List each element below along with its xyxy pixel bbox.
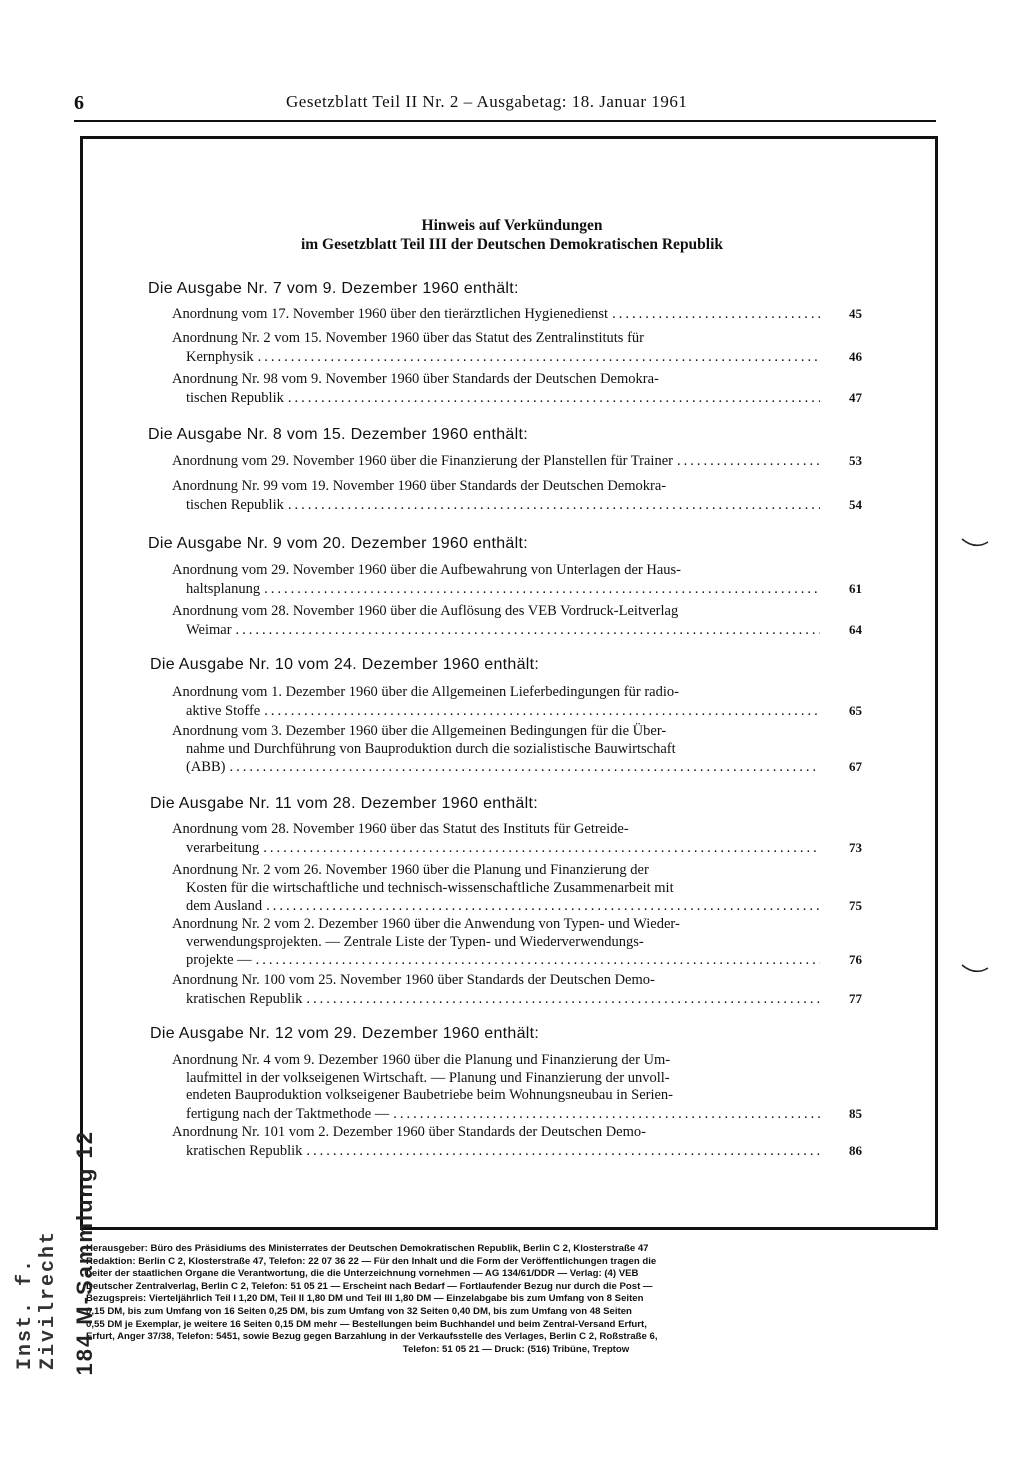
toc-entry (172, 562, 862, 598)
entry-text-line: Anordnung vom 28. November 1960 über das Statut des Instituts für Getreide- (172, 821, 629, 837)
footer-line: Herausgeber: Büro des Präsidiums des Ministerrates der Deutschen Demokratischen Republik, Berlin C 2, Klosterstraße 47 (86, 1243, 649, 1254)
entry-text-line: Anordnung Nr. 98 vom 9. November 1960 über Standards der Deutschen Demokra- (172, 371, 659, 387)
toc-entry (172, 916, 862, 970)
footer-line: 0,55 DM je Exemplar, je weitere 16 Seiten 0,15 DM mehr — Bestellungen beim Buchhandel und beim Zentral-Versand Erfurt, (86, 1318, 647, 1330)
entry-last-line (172, 496, 862, 515)
toc-entry (172, 723, 862, 777)
entry-text-line: (ABB) (186, 759, 226, 775)
archive-stamp-text: 184 M-Sammlung 12 (72, 1130, 97, 1376)
page-reference: 46 (849, 348, 862, 364)
margin-mark-icon (960, 962, 990, 976)
page-reference: 54 (849, 496, 862, 512)
archive-stamp-left (14, 1120, 60, 1370)
publisher-footer (86, 1243, 946, 1356)
footer-line: 0,15 DM, bis zum Umfang von 16 Seiten 0,25 DM, bis zum Umfang von 32 Seiten 0,40 DM, bis zum Umfang von 48 Seiten (86, 1305, 632, 1317)
running-header: Gesetzblatt Teil II Nr. 2 – Ausgabetag: 18. Januar 1961 (286, 92, 688, 111)
entry-text-line: Anordnung Nr. 2 vom 2. Dezember 1960 über die Anwendung von Typen- und Wieder- (172, 916, 680, 932)
entry-text-line: Anordnung vom 3. Dezember 1960 über die Allgemeinen Bedingungen für die Über- (172, 723, 667, 739)
archive-stamp-text: Inst. f. Zivilrecht (14, 1229, 60, 1370)
entry-last-line (172, 452, 862, 471)
footer-line: Bezugspreis: Vierteljährlich Teil I 1,20 DM, Teil II 1,80 DM und Teil III 1,80 DM — Einzelabgabe bis zum Umfang von 8 Seiten (86, 1293, 644, 1305)
archive-stamp-middle (72, 1130, 102, 1430)
issue-heading: Die Ausgabe Nr. 9 vom 20. Dezember 1960 enthält: (148, 535, 528, 552)
toc-entry (172, 862, 862, 916)
dot-leader (288, 497, 820, 515)
footer-line: Deutscher Zentralverlag, Berlin C 2, Telefon: 51 05 21 — Erscheint nach Bedarf — Fortlaufender Bezug nur durch die Post — (86, 1280, 653, 1292)
dot-leader (258, 349, 820, 367)
footer-line: Telefon: 51 05 21 — Druck: (516) Tribüne, Treptow (402, 1343, 630, 1355)
page-reference: 76 (849, 952, 862, 967)
entry-text-line: aktive Stoffe (186, 702, 261, 719)
page-reference: 75 (849, 898, 862, 913)
entry-text-line: Kernphysik (186, 348, 254, 365)
page-reference: 86 (849, 1142, 862, 1158)
entry-text-line: nahme und Durchführung von Bauproduktion durch die sozialistische Bauwirtschaft (186, 740, 676, 757)
footer-line: Leiter der staatlichen Organe die Verantwortung, die die Unterzeichnung vornehmen — AG 134/61/DDR — Verlag: (4) VEB (86, 1268, 639, 1280)
entry-last-line (172, 580, 862, 599)
entry-text-line: Weimar (186, 621, 232, 638)
issue-heading: Die Ausgabe Nr. 7 vom 9. Dezember 1960 enthält: (148, 280, 519, 297)
page-reference: 53 (849, 453, 862, 468)
margin-mark-icon (960, 536, 990, 550)
dot-leader (264, 703, 820, 721)
entry-last-line (172, 305, 862, 324)
entry-text-line: kratischen Republik (186, 1142, 303, 1159)
entry-last-line (172, 348, 862, 367)
toc-entry (172, 821, 862, 857)
page-reference: 47 (849, 389, 862, 405)
entry-text-line: Anordnung vom 1. Dezember 1960 über die Allgemeinen Lieferbedingungen für radio- (172, 684, 679, 700)
toc-entry (172, 684, 862, 720)
entry-text-line: laufmittel in der volkseigenen Wirtschaft. — Planung und Finanzierung der unvoll- (186, 1069, 670, 1086)
page-reference: 77 (849, 990, 862, 1006)
issue-heading: Die Ausgabe Nr. 10 vom 24. Dezember 1960 enthält: (150, 656, 540, 673)
toc-entry (172, 305, 862, 324)
entry-text-line: Anordnung Nr. 4 vom 9. Dezember 1960 über die Planung und Finanzierung der Um- (172, 1052, 671, 1068)
toc-entry (172, 603, 862, 639)
entry-text-line: verarbeitung (186, 839, 260, 856)
toc-entry (172, 478, 862, 514)
entry-last-line (172, 702, 862, 721)
dot-leader (236, 622, 820, 640)
entry-last-line (172, 389, 862, 408)
toc-entry (172, 371, 862, 407)
entry-last-line (172, 951, 862, 970)
entry-text-line: endeten Bauproduktion volkseigener Baubetriebe beim Wohnungsneubau in Serien- (186, 1087, 674, 1103)
page-reference: 85 (849, 1105, 862, 1121)
entry-text-line: fertigung nach der Taktmethode — (186, 1105, 390, 1122)
footer-line: Redaktion: Berlin C 2, Klosterstraße 47, Telefon: 22 07 36 22 — Für den Inhalt und die Form der Veröffentlichungen tragen die (86, 1255, 657, 1267)
entry-last-line (172, 897, 862, 916)
entry-text-line: dem Ausland (186, 898, 263, 914)
notice-title-line1: Hinweis auf Verkündungen (421, 217, 603, 234)
dot-leader (229, 759, 820, 777)
dot-leader (264, 581, 820, 599)
toc-entry (172, 452, 862, 471)
dot-leader (612, 306, 820, 324)
dot-leader (677, 453, 820, 471)
dot-leader (393, 1106, 820, 1124)
header-rule (74, 120, 936, 122)
entry-text-line: Anordnung vom 29. November 1960 über die Aufbewahrung von Unterlagen der Haus- (172, 562, 681, 578)
entry-text-line: verwendungsprojekten. — Zentrale Liste der Typen- und Wiederverwendungs- (186, 933, 644, 950)
entry-text-line: tischen Republik (186, 496, 284, 513)
dot-leader (306, 1143, 820, 1161)
entry-last-line (172, 1142, 862, 1161)
entry-last-line (172, 839, 862, 858)
toc-entry (172, 1052, 862, 1123)
notice-title-line2: im Gesetzblatt Teil III der Deutschen Demokratischen Republik (300, 236, 724, 253)
entry-text-line: haltsplanung (186, 580, 261, 597)
entry-text-line: tischen Republik (186, 389, 284, 406)
entry-text-line: Anordnung vom 28. November 1960 über die Auflösung des VEB Vordruck-Leitverlag (172, 603, 679, 619)
entry-text-line: Anordnung Nr. 100 vom 25. November 1960 über Standards der Deutschen Demo- (172, 972, 655, 988)
entry-text-line: Anordnung Nr. 99 vom 19. November 1960 über Standards der Deutschen Demokra- (172, 478, 667, 494)
footer-line: Erfurt, Anger 37/38, Telefon: 5451, sowie Bezug gegen Barzahlung in der Verkaufsstelle des Verlages, Berlin C 2, Roßstraße 6, (86, 1331, 658, 1343)
entry-text-line: kratischen Republik (186, 990, 303, 1007)
dot-leader (263, 840, 820, 858)
page-number: 6 (74, 92, 84, 114)
entry-last-line (172, 621, 862, 640)
entry-text-line: Anordnung vom 29. November 1960 über die Finanzierung der Planstellen für Trainer (172, 453, 673, 469)
entry-last-line (172, 1105, 862, 1124)
page-reference: 65 (849, 702, 862, 718)
entry-text-line: Anordnung Nr. 2 vom 26. November 1960 über die Planung und Finanzierung der (172, 862, 649, 878)
entry-text-line: Anordnung Nr. 101 vom 2. Dezember 1960 über Standards der Deutschen Demo- (172, 1124, 646, 1140)
page-reference: 61 (849, 580, 862, 596)
entry-last-line (172, 990, 862, 1009)
dot-leader (306, 991, 820, 1009)
page-reference: 64 (849, 621, 862, 637)
issue-heading: Die Ausgabe Nr. 12 vom 29. Dezember 1960 enthält: (150, 1025, 540, 1042)
entry-text-line: projekte — (186, 952, 252, 968)
dot-leader (256, 952, 820, 970)
toc-entry (172, 972, 862, 1008)
issue-heading: Die Ausgabe Nr. 8 vom 15. Dezember 1960 enthält: (148, 426, 528, 443)
page-reference: 73 (849, 839, 862, 855)
entry-text-line: Kosten für die wirtschaftliche und technisch-wissenschaftliche Zusammenarbeit mit (186, 879, 674, 896)
dot-leader (266, 898, 820, 916)
issue-heading: Die Ausgabe Nr. 11 vom 28. Dezember 1960 enthält: (150, 795, 538, 812)
toc-entry (172, 330, 862, 366)
page-reference: 45 (849, 306, 862, 321)
entry-last-line (172, 758, 862, 777)
dot-leader (288, 390, 820, 408)
page-reference: 67 (849, 759, 862, 774)
entry-text-line: Anordnung vom 17. November 1960 über den tierärztlichen Hygienedienst (172, 306, 609, 322)
toc-entry (172, 1124, 862, 1160)
entry-text-line: Anordnung Nr. 2 vom 15. November 1960 über das Statut des Zentralinstituts für (172, 330, 644, 346)
